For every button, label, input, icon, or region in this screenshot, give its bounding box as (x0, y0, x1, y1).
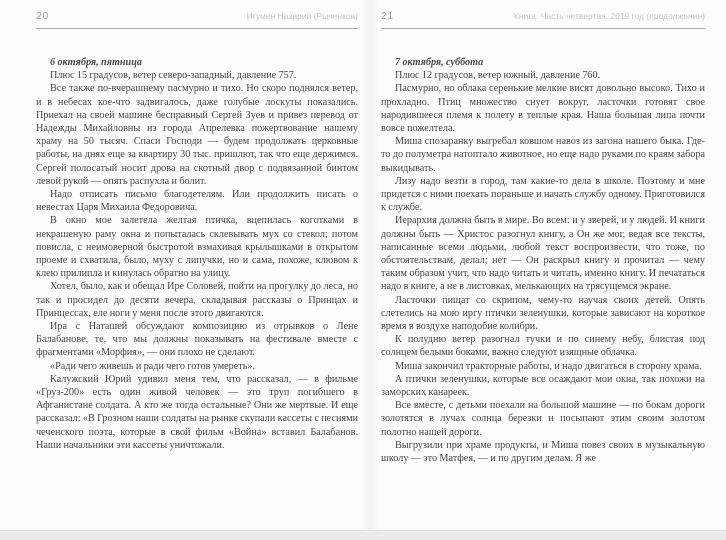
paragraph: Ласточки пищат со скрипом, чему-то научая своих детей. Опять слетелись на мою иргу птички зеленушки, которые зависают на короткое время в воздухе наподобие колибри. (381, 294, 705, 333)
paragraph: Лизу надо везти в город, там какие-то дела в школе. Поэтому и мне придется с ними поехать пораньше и начать службу одному. Приготовился к службе. (381, 175, 705, 214)
paragraph: «Ради чего живешь и ради чего готов умереть». (50, 360, 256, 372)
paragraph: Калужский Юрий удивил меня тем, что рассказал, — в фильме «Груз-200» есть один живой человек — это труп погибшего в Афганистане солдата. А кто же тогда остальные? Они же мертвые. И еще рассказал: «В Грозном наши солдаты на рынке скупали кассеты с песнями чеченского поэта, которые в свой фильм «Война» вставил Балабанов. Наши начальники эти кассеты уничтожали. (36, 373, 358, 451)
page-header-left (36, 10, 358, 29)
page-number-right: 21 (381, 10, 394, 22)
page-body-left (36, 56, 358, 452)
paragraph: Надо отписать письмо благодетелям. Или продолжить писать о невестах Царя Михаила Федоровича. (36, 189, 358, 214)
date-heading-right: 7 октября, суббота (395, 57, 484, 68)
page-body-right (381, 56, 705, 465)
paragraph: Пасмурно, но облака серенькие мелкие висят довольно высоко. Тихо и прохладно. Птиц множество снует вокруг, ласточки готовят свое народившееся племя к полету в теплые края. Наша большая липа почти вовсе пожелтела. (381, 83, 705, 135)
paragraph: Выгрузили при храме продукты, и Миша повез своих в музыкальную школу — это Матфея, — и по другим делам. Я же (381, 439, 705, 465)
paragraph: Ира с Наташей обсуждают композицию из отрывков о Лене Балабанове, те, что мы должны показывать на фестивале вместе с фрагментами «Морфия», — они плохо не сделают. (36, 321, 358, 359)
page-right (381, 10, 705, 526)
paragraph: Плюс 12 градусов, ветер южный, давление 760. (395, 70, 601, 82)
page-gutter (360, 0, 380, 540)
page-header-right (381, 10, 705, 29)
running-head-left: Игумен Назарий (Рыченков) (246, 11, 358, 21)
scan-bottom-edge (0, 530, 726, 540)
running-head-right: Книга. Часть четвертая. 2019 год (продолжение) (513, 11, 705, 21)
page-left (36, 10, 358, 526)
paragraph: Иерархия должна быть в мире. Во всем: и у зверей, и у людей. И книги должны быть — Христос разогнул книгу, а Он же мог, ведая все тексты, написанные всеми людьми, любой текст воспроизвести, что тоже, по обстоятельствам, делал; нет — Он раскрыл книгу и прочитал — чему таким образом учит, что надо читать и читать, именно книгу. И печататься надо в книге, а не в листовках, мелькающих на трясущемся экране. (381, 215, 705, 293)
paragraph: Миша спозаранку выгребал ковшом навоз из загона нашего быка. Где-то до полуметра натоптало животное, но еще надо руками по краям забора выкидывать. (381, 136, 705, 174)
paragraph: Все также по-вчерашнему пасмурно и тихо. Но скоро поднялся ветер, и в небесах кое-что задвигалось, даже голубые лоскуты показались. Приехал на своей машине бесправный Сергей Зуев и привез перевод от Надежды Михайловны из города Апрелевка пожертвование нашему храму на 50 тысяч. Спаси Господи — будем продолжать церковные работы, на днях еще за квартиру 30 тыс. пришлют, так что еще держимся. Сергей полосатый носит дрова на скотный двор с подвязанной бинтом левой рукой — опять распухла и болит. (36, 83, 358, 187)
paragraph: Плюс 15 градусов, ветер северо-западный, давление 757. (50, 70, 297, 82)
paragraph: К полудню ветер разогнал тучки и по синему небу, блистая под солнцем белыми боками, важно следуют изящные облачка. (381, 334, 705, 359)
date-heading-left: 6 октября, пятница (50, 57, 142, 68)
paragraph: А птички зеленушки, которые все осаждают мои окна, так похожи на заморских канареек. (381, 373, 705, 399)
paragraph: В окно мое залетела желтая птичка, вцепилась коготками в некрашеную раму окна и попыталась склевывать мух со стекол; потом повисла, с неимоверной быстротой взмахивая крылышками в открытом проеме и схватила, было, муху с липучки, но и сама, похоже, клювом к клею прилипла и кинулась обратно на улицу. (36, 215, 358, 280)
paragraph: Хотел, было, как и обещал Ире Соловей, пойти на прогулку до леса, но так и просидел до десяти вечера, складывая рассказы о Принцах и Принцессах, еле ноги у меня после этого двигаются. (36, 281, 358, 319)
page-number-left: 20 (36, 10, 49, 22)
paragraph: Миша закончил тракторные работы, и надо двигаться в сторону храма. (395, 360, 702, 372)
paragraph: Все вместе, с детьми поехали на большой машине — по бокам дороги золотятся в лучах солнца березки и посыпают этим своим золотом полотно нашей дороги. (381, 400, 705, 438)
